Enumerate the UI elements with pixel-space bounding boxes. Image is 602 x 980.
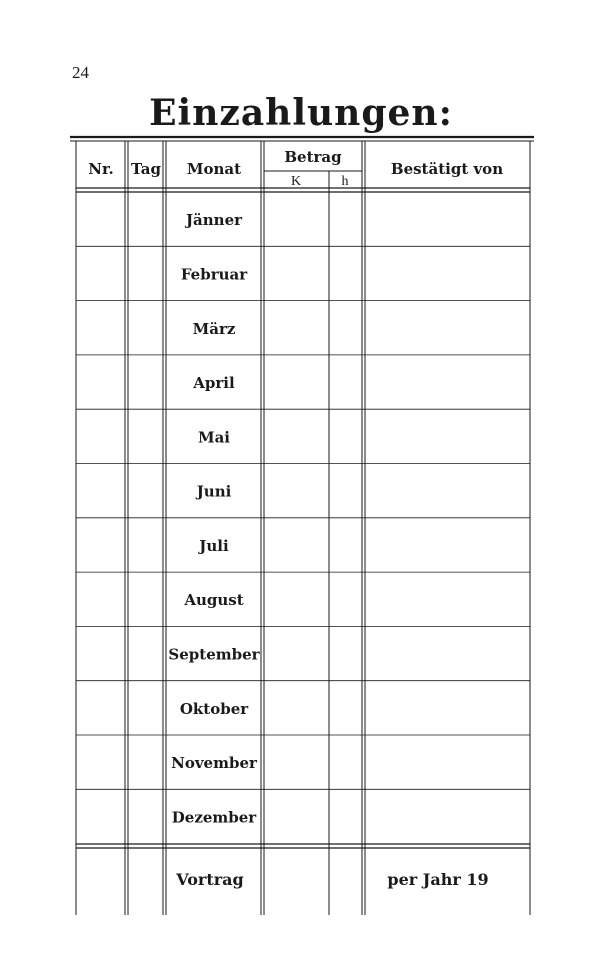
- month-label: April: [193, 374, 235, 392]
- header-betrag: Betrag: [284, 148, 342, 166]
- footer-vortrag: Vortrag: [176, 870, 244, 889]
- month-label: Oktober: [179, 699, 249, 718]
- header-tag: Tag: [131, 160, 161, 178]
- header-heller: h: [341, 174, 349, 189]
- month-label: Februar: [180, 265, 248, 284]
- footer-per-jahr: per Jahr 19: [387, 870, 489, 889]
- page-number: 24: [72, 63, 89, 82]
- row-lines: [76, 246, 530, 789]
- header-monat: Monat: [186, 160, 242, 178]
- month-label: Jänner: [185, 211, 243, 230]
- month-labels: [168, 211, 260, 826]
- month-label: September: [168, 645, 260, 664]
- month-label: Mai: [197, 428, 231, 447]
- month-label: Dezember: [171, 808, 257, 827]
- month-label: Juni: [196, 482, 232, 501]
- month-label: November: [171, 754, 257, 773]
- header-kronen: K: [290, 174, 302, 189]
- month-label: Juli: [199, 536, 229, 555]
- header-nr: Nr.: [88, 160, 114, 178]
- month-label: März: [192, 319, 236, 338]
- header-bestaetigt: Bestätigt von: [390, 160, 504, 178]
- month-label: August: [184, 591, 244, 610]
- page-title: Einzahlungen:: [149, 92, 453, 134]
- column-lines: [76, 141, 530, 915]
